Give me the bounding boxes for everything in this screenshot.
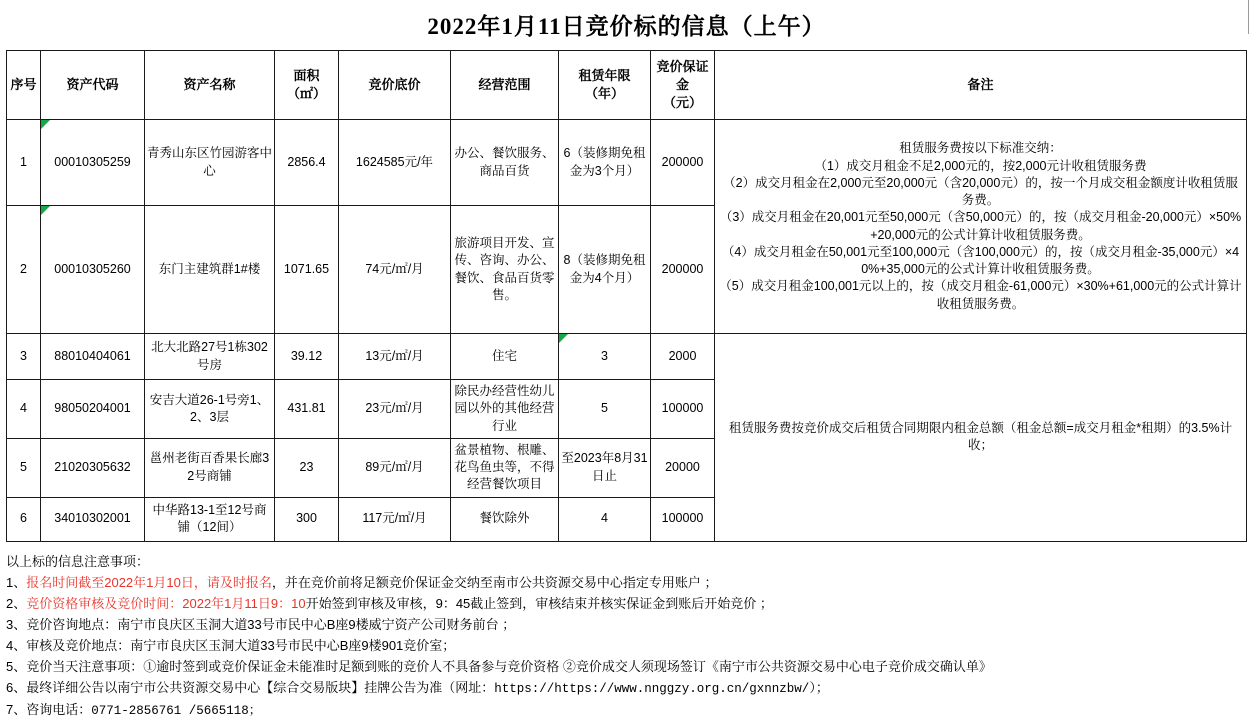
- cell-scope: 盆景植物、根雕、花鸟鱼虫等，不得经营餐饮项目: [451, 438, 559, 497]
- cell-price: 89元/㎡/月: [339, 438, 451, 497]
- cell-no: 5: [7, 438, 41, 497]
- cell-area: 300: [275, 497, 339, 541]
- header-deposit-line2: 金: [675, 77, 689, 93]
- cell-no: 4: [7, 380, 41, 439]
- cell-area: 1071.65: [275, 206, 339, 334]
- header-area-line1: 面积: [293, 68, 320, 84]
- cell-deposit: 100000: [651, 380, 715, 439]
- cell-deposit: 200000: [651, 120, 715, 206]
- cell-deposit: 2000: [651, 334, 715, 380]
- header-term-line2: （年）: [584, 86, 624, 101]
- cell-asset-code: 00010305259: [41, 120, 145, 206]
- note-item-2: [6, 593, 1247, 614]
- auction-items-table: [6, 50, 1247, 542]
- note-highlight: 报名时间截至2022年1月10日，请及时报名: [26, 574, 272, 590]
- cell-remark-bottom: 租赁服务费按竞价成交后租赁合同期限内租金总额（租金总额=成交月租金*租期）的3.5%计收；: [715, 334, 1247, 542]
- cell-term: 8（装修期免租金为4个月）: [559, 206, 651, 334]
- note-text-pre: 最终详细公告以南宁市公共资源交易中心【综合交易版块】挂牌公告为准（网址：: [26, 679, 495, 695]
- note-text-pre: 咨询电话：: [26, 702, 92, 718]
- cell-term: 5: [559, 380, 651, 439]
- note-number: 5、: [6, 658, 27, 674]
- cell-deposit: 100000: [651, 497, 715, 541]
- remark-line: （1）成交月租金不足2,000元的，按2,000元计收租赁服务费: [814, 158, 1147, 173]
- cell-asset-code: 21020305632: [41, 438, 145, 497]
- cell-asset-name: 北大北路27号1栋302号房: [145, 334, 275, 380]
- cell-asset-code: 98050204001: [41, 380, 145, 439]
- note-text: 开始签到审核及审核，9：45截止签到，审核结束并核实保证金到账后开始竞价 ；: [305, 595, 773, 611]
- cell-asset-name: 安吉大道26-1号旁1、2、3层: [145, 380, 275, 439]
- header-term-line1: 租赁年限: [578, 68, 631, 84]
- cell-scope: 办公、餐饮服务、商品百货: [451, 120, 559, 206]
- cell-no: 2: [7, 206, 41, 334]
- note-item-6: [6, 677, 1247, 699]
- remark-line: 租赁服务费按以下标准交纳：: [899, 141, 1062, 156]
- cell-area: 431.81: [275, 380, 339, 439]
- header-area: [275, 51, 339, 120]
- note-number: 2、: [6, 595, 27, 611]
- header-deposit: [651, 51, 715, 120]
- notes-section: [6, 551, 1247, 721]
- header-asset-name: 资产名称: [145, 51, 275, 120]
- header-asset-code: 资产代码: [41, 51, 145, 120]
- page-title: 2022年1月11日竞价标的信息（上午）: [427, 14, 826, 39]
- cell-asset-code: 88010404061: [41, 334, 145, 380]
- note-text: ，并在竞价前将足额竞价保证金交纳至南市公共资源交易中心指定专用账户 ；: [271, 574, 718, 590]
- note-item-7: [6, 699, 1247, 721]
- cell-price: 1624585元/年: [339, 120, 451, 206]
- cell-asset-code: 00010305260: [41, 206, 145, 334]
- note-highlight: 2022年1月11日9：10: [182, 595, 306, 611]
- cell-price: 117元/㎡/月: [339, 497, 451, 541]
- note-item-5: [6, 656, 1247, 677]
- header-price: 竞价底价: [339, 51, 451, 120]
- remark-line: （2）成交月租金在2,000元至20,000元（含20,000元）的，按一个月成交租金额度计收租赁服务费。: [723, 175, 1238, 207]
- table-header-row: [7, 51, 1247, 120]
- note-item-4: [6, 635, 1247, 656]
- cell-no: 6: [7, 497, 41, 541]
- cell-asset-code: 34010302001: [41, 497, 145, 541]
- cell-price: 23元/㎡/月: [339, 380, 451, 439]
- table-row: [7, 120, 1247, 206]
- cell-asset-name: 中华路13-1至12号商铺（12间）: [145, 497, 275, 541]
- note-number: 6、: [6, 679, 27, 695]
- cell-term: 至2023年8月31日止: [559, 438, 651, 497]
- cell-asset-name: 青秀山东区竹园游客中心: [145, 120, 275, 206]
- cell-area: 2856.4: [275, 120, 339, 206]
- cell-scope: 餐饮除外: [451, 497, 559, 541]
- header-area-line2: （㎡）: [286, 86, 326, 101]
- page-edge-marker: [1248, 0, 1253, 34]
- cell-price: 74元/㎡/月: [339, 206, 451, 334]
- note-text: ）；: [809, 679, 829, 695]
- note-number: 1、: [6, 574, 27, 590]
- header-deposit-line1: 竞价保证: [656, 59, 709, 75]
- header-deposit-line3: （元）: [662, 94, 702, 110]
- table-row: [7, 334, 1247, 380]
- note-number: 4、: [6, 637, 27, 653]
- cell-no: 3: [7, 334, 41, 380]
- cell-term: 4: [559, 497, 651, 541]
- cell-scope: 住宅: [451, 334, 559, 380]
- note-number: 7、: [6, 702, 27, 718]
- header-term: [559, 51, 651, 120]
- cell-price: 13元/㎡/月: [339, 334, 451, 380]
- note-item-1: [6, 572, 1247, 593]
- cell-remark-top: [715, 120, 1247, 334]
- note-text: 审核及竞价地点：南宁市良庆区玉洞大道33号市民中心B座9楼901竞价室；: [26, 637, 456, 653]
- cell-deposit: 20000: [651, 438, 715, 497]
- remark-line: （3）成交月租金在20,001元至50,000元（含50,000元）的，按（成交月租金-20,000元）×50%+20,000元的公式计算计收租赁服务费。: [719, 210, 1242, 242]
- announcement-url[interactable]: https://https://www.nnggzy.org.cn/gxnnzbw/: [494, 681, 810, 696]
- note-number: 3、: [6, 616, 27, 632]
- note-text-pre: 竞价资格审核及竞价时间：: [26, 595, 183, 611]
- cell-scope: 除民办经营性幼儿园以外的其他经营行业: [451, 380, 559, 439]
- header-scope: 经营范围: [451, 51, 559, 120]
- cell-area: 23: [275, 438, 339, 497]
- cell-no: 1: [7, 120, 41, 206]
- note-text: 竞价当天注意事项：①逾时签到或竞价保证金未能准时足额到账的竞价人不具备参与竞价资格 ②竞价成交人须现场签订《南宁市公共资源交易中心电子竞价成交确认单》: [26, 658, 992, 674]
- cell-asset-name: 东门主建筑群1#楼: [145, 206, 275, 334]
- note-text: 竞价咨询地点：南宁市良庆区玉洞大道33号市民中心B座9楼威宁资产公司财务前台 ；: [26, 616, 516, 632]
- cell-area: 39.12: [275, 334, 339, 380]
- remark-line: （4）成交月租金在50,001元至100,000元（含100,000元）的，按（成交月租金-35,000元）×40%+35,000元的公式计算计收租赁服务费。: [721, 244, 1240, 276]
- header-no: 序号: [7, 51, 41, 120]
- cell-deposit: 200000: [651, 206, 715, 334]
- remark-line: （5）成交月租金100,001元以上的，按（成交月租金-61,000元）×30%+61,000元的公式计算计收租赁服务费。: [719, 279, 1242, 311]
- cell-term: 3: [559, 334, 651, 380]
- cell-scope: 旅游项目开发、宣传、咨询、办公、餐饮、食品百货零售。: [451, 206, 559, 334]
- note-item-3: [6, 614, 1247, 635]
- cell-asset-name: 邕州老街百香果长廊32号商铺: [145, 438, 275, 497]
- contact-phone: 0771-2856761 /5665118；: [91, 704, 262, 719]
- header-remark: 备注: [715, 51, 1247, 120]
- notes-heading: 以上标的信息注意事项：: [6, 553, 150, 569]
- cell-term: 6（装修期免租金为3个月）: [559, 120, 651, 206]
